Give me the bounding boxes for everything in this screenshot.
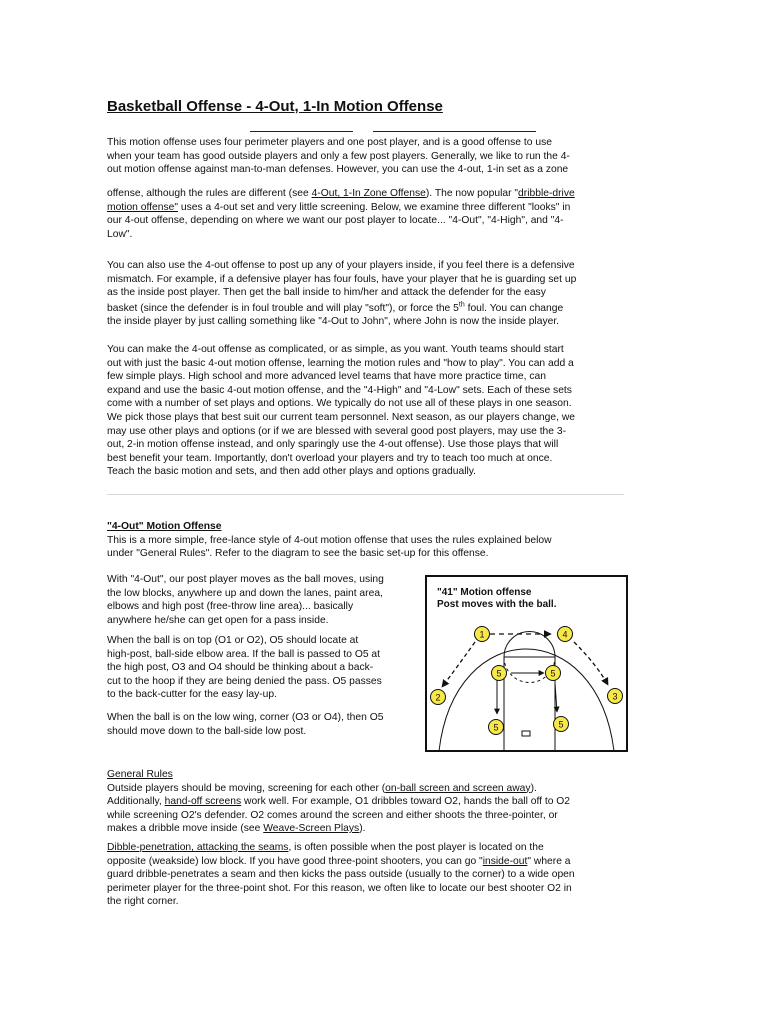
player-o5-right-elbow — [546, 666, 561, 681]
intro-paragraph: This motion offense uses four perimeter players and one post player, and is a good offense to use when your team has good outside players and only a few post players. Generally, we like to run the 4- out motion offense against man-to-man defenses. However, you can use the 4-out, 1-in set as a zone — [107, 137, 570, 176]
player-o5-left-elbow — [492, 666, 507, 681]
link-inside-out[interactable]: inside-out — [482, 855, 528, 867]
section-divider — [107, 494, 624, 495]
complexity-paragraph: You can make the 4-out offense as complicated, or as simple, as you want. Youth teams should start out with just the basic 4-out motion offense, learning the motion rules and "how to play". You can add a few simple plays. High school and more advanced level teams that have more practice time, can expand and use the basic 4-out motion offense, and the "4-High" and "4-Low" sets. Each of these sets come with a number of set plays and options. We typically do not use all of these plays in one season. We pick those plays that best suit our current team personnel. Next season, as our players change, we may use other plays and options (or if we are blessed with several good post players, may use the 3- out, 2-in motion offense instead, and only sparingly use the 4-out offense). Use those plays that will best benefit your team. Importantly, don't overload your players and try to teach too much at once. Teach the basic motion and sets, and then add other plays and options gradually. — [107, 344, 575, 478]
general-rules-section: General Rules Outside players should be moving, screening for each other (on-ball screen and screen away). Additionally, hand-off screens work well. For example, O1 dribbles toward O2, hands the ball off to O2 while screening O2's defender. O2 comes around the screen and either shoots the three-pointer, or makes a dribble move inside (see Weave-Screen Plays). — [107, 768, 627, 836]
player-o4 — [558, 627, 573, 642]
player-o5-right-block — [554, 717, 569, 732]
svg-text:3: 3 — [612, 691, 618, 702]
svg-text:1: 1 — [479, 629, 485, 640]
svg-text:4: 4 — [562, 629, 568, 640]
post-movement-paragraph: With "4-Out", our post player moves as the ball moves, using the low blocks, anywhere up and down the lanes, paint area, elbows and high post (free-throw line area)... basically anywhere he/she can get open for a pass inside. — [107, 574, 384, 626]
svg-text:5: 5 — [493, 722, 499, 733]
link-hand-off-screens[interactable]: hand-off screens — [164, 796, 242, 808]
svg-text:5: 5 — [558, 719, 564, 730]
general-rules-heading: General Rules — [107, 769, 173, 780]
penetration-paragraph: Dibble-penetration, attacking the seams, is often possible when the post player is located on the opposite (weakside) low block. If you have good three-point shooters, you can go "inside-out" where a guard dribble-penetrates a seam and then kicks the pass outside (usually to the corner) to a wide open perimeter player for the three-point shot. For this reason, we often like to locate our best shooter O2 in the right corner. — [107, 842, 575, 908]
link-on-ball-screen[interactable]: on-ball screen and screen away — [385, 782, 531, 794]
motion-offense-diagram — [425, 575, 628, 752]
link-dribble-drive[interactable]: dribble-drive — [518, 188, 575, 199]
player-o5-left-block — [489, 720, 504, 735]
zone-offense-paragraph: offense, although the rules are different (see 4-Out, 1-In Zone Offense). The now popular "dribble-drive motion offense" uses a 4-out set and very little screening. Below, we examine three different "looks" in our 4-out offense, depending on where we want our post player to locate... "4-Out", "4-High", and "4- Low". — [107, 188, 575, 240]
page-title: Basketball Offense - 4-Out, 1-In Motion Offense — [107, 98, 443, 115]
svg-text:5: 5 — [496, 668, 502, 679]
link-4out-1in-zone-offense[interactable]: 4-Out, 1-In Zone Offense — [311, 188, 426, 199]
diagram-title-line-1: "41" Motion offense — [437, 587, 532, 598]
blank-underline-1 — [250, 131, 353, 132]
blank-underline-2 — [373, 131, 536, 132]
ball-on-wing-paragraph: When the ball is on the low wing, corner (O3 or O4), then O5 should move down to the ball-side low post. — [107, 712, 384, 737]
link-motion-offense[interactable]: motion offense" — [107, 201, 179, 213]
ball-on-top-paragraph: When the ball is on top (O1 or O2), O5 should locate at high-post, ball-side elbow area. If the ball is passed to O5 at the high post, O3 and O4 should be thinking about a back- cut to the hoop if they are being denied the pass. O5 passes to the back-cutter for the easy lay-up. — [107, 635, 382, 701]
four-out-heading: "4-Out" Motion Offense — [107, 521, 222, 532]
post-up-paragraph: You can also use the 4-out offense to post up any of your players inside, if you feel there is a defensive mismatch. For example, if a defensive player has four fouls, have your player that he is guarding set up as the inside post player. Then get the ball inside to him/her and attack the defender for the easy basket (since the defender is in foul trouble and will play "soft"), or force the 5th foul. You can change the inside player by just calling something like "4-Out to John", where John is now the inside player. — [107, 260, 577, 328]
four-out-section: "4-Out" Motion Offense This is a more simple, free-lance style of 4-out motion offense that uses the rules explained below under "General Rules". Refer to the diagram to see the basic set-up for this offense. — [107, 520, 627, 561]
player-o2 — [431, 690, 446, 705]
player-o1 — [475, 627, 490, 642]
player-o3 — [608, 689, 623, 704]
link-weave-screen-plays[interactable]: Weave-Screen Plays — [263, 823, 360, 835]
svg-text:2: 2 — [435, 692, 441, 703]
svg-text:5: 5 — [550, 668, 556, 679]
link-dribble-penetration[interactable]: Dibble-penetration, attacking the seams — [107, 842, 289, 853]
diagram-title-line-2: Post moves with the ball. — [437, 599, 557, 610]
